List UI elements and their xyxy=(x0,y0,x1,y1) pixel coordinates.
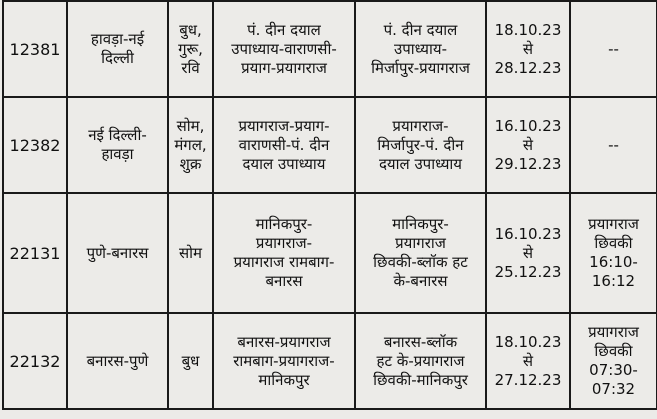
halt-time-cell xyxy=(570,193,657,313)
cell-line: -- xyxy=(608,39,619,58)
cell-line: मानिकपुर- xyxy=(255,215,313,233)
cell-line: सोम, xyxy=(176,116,205,135)
table-row xyxy=(3,313,657,409)
original-route-cell xyxy=(213,1,355,97)
cell-line: प्रयागराज xyxy=(395,234,446,252)
cell-line: से xyxy=(522,39,534,58)
cell-line: बनारस xyxy=(265,272,303,290)
cell-line: 16.10.23 xyxy=(494,116,562,135)
cell-line: पं. दीन दयाल xyxy=(383,20,458,39)
cell-line: -- xyxy=(608,135,619,154)
cell-line: हावड़ा-नई xyxy=(90,30,145,48)
table-row xyxy=(3,1,657,97)
cell-line: बुध, xyxy=(179,20,202,39)
cell-line: मिर्जापुर-पं. दीन xyxy=(377,135,464,154)
cell-line: 28.12.23 xyxy=(494,58,562,77)
cell-line: से xyxy=(522,243,534,262)
cell-line: मानिकपुर- xyxy=(392,215,449,233)
cell-line: प्रयागराज- xyxy=(392,116,449,135)
cell-line: प्रयागराज xyxy=(588,323,639,341)
halt-time-cell xyxy=(570,97,657,193)
cell-line: पुणे-बनारस xyxy=(86,243,149,262)
diverted-route-cell xyxy=(355,1,486,97)
date-range-cell xyxy=(486,193,570,313)
table-row xyxy=(3,193,657,313)
date-range-cell xyxy=(486,313,570,409)
cell-line: छिवकी xyxy=(594,234,633,252)
cell-line: दयाल उपाध्याय xyxy=(378,154,463,173)
cell-line: प्रयागराज-प्रयाग- xyxy=(238,116,330,135)
cell-line: वाराणसी-पं. दीन xyxy=(238,135,330,154)
cell-line: उपाध्याय-वाराणसी- xyxy=(231,39,337,58)
cell-line: छिवकी-मानिकपुर xyxy=(373,370,468,389)
cell-line: गुरू, xyxy=(178,39,203,58)
cell-line: 18.10.23 xyxy=(494,332,562,351)
cell-line: 16:12 xyxy=(591,272,636,290)
date-range-cell xyxy=(486,1,570,97)
cell-line: छिवकी xyxy=(594,342,633,360)
cell-line: 07:30- xyxy=(589,361,638,379)
cell-line: से xyxy=(522,351,534,370)
cell-line: 07:32 xyxy=(591,380,636,398)
cell-line: छिवकी-ब्लॉक हट xyxy=(373,253,468,271)
cell-line: 16:10- xyxy=(589,253,638,271)
cell-line: प्रयागराज xyxy=(588,215,639,233)
cell-line: बनारस-ब्लॉक xyxy=(383,332,458,351)
train-number-cell: 22131 xyxy=(3,193,67,313)
running-days-cell xyxy=(168,1,213,97)
train-name-cell xyxy=(67,1,168,97)
cell-line: बनारस-प्रयागराज xyxy=(237,332,331,351)
date-range-cell xyxy=(486,97,570,193)
cell-line: के-बनारस xyxy=(393,272,448,290)
cell-line: बनारस-पुणे xyxy=(86,351,149,370)
train-number-cell: 12382 xyxy=(3,97,67,193)
diverted-route-cell xyxy=(355,97,486,193)
cell-line: प्रयागराज रामबाग- xyxy=(233,253,335,271)
cell-line: 27.12.23 xyxy=(494,370,562,389)
running-days-cell xyxy=(168,193,213,313)
train-diversion-table xyxy=(2,0,657,410)
cell-line: दयाल उपाध्याय xyxy=(242,154,326,173)
cell-line: 16.10.23 xyxy=(494,224,562,243)
cell-line: हावड़ा xyxy=(101,145,134,163)
running-days-cell xyxy=(168,97,213,193)
cell-line: हट के-प्रयागराज xyxy=(376,351,465,370)
cell-line: रामबाग-प्रयागराज- xyxy=(233,351,335,370)
cell-line: पं. दीन दयाल xyxy=(247,20,321,39)
halt-time-cell xyxy=(570,313,657,409)
train-name-cell xyxy=(67,97,168,193)
train-number-cell: 12381 xyxy=(3,1,67,97)
cell-line: दिल्ली xyxy=(101,49,134,67)
halt-time-cell xyxy=(570,1,657,97)
train-number-cell: 22132 xyxy=(3,313,67,409)
cell-line: मिर्जापुर-प्रयागराज xyxy=(371,58,470,77)
train-name-cell xyxy=(67,313,168,409)
original-route-cell xyxy=(213,193,355,313)
cell-line: से xyxy=(522,135,534,154)
cell-line: मानिकपुर xyxy=(258,370,310,389)
cell-line: नई दिल्ली- xyxy=(88,126,147,144)
running-days-cell xyxy=(168,313,213,409)
train-name-cell xyxy=(67,193,168,313)
cell-line: सोम xyxy=(179,243,202,262)
diverted-route-cell xyxy=(355,193,486,313)
table-row xyxy=(3,97,657,193)
original-route-cell xyxy=(213,313,355,409)
cell-line: 29.12.23 xyxy=(494,154,562,173)
original-route-cell xyxy=(213,97,355,193)
cell-line: उपाध्याय- xyxy=(394,39,447,58)
cell-line: शुक्र xyxy=(179,154,202,173)
diverted-route-cell xyxy=(355,313,486,409)
cell-line: रवि xyxy=(181,58,200,77)
cell-line: 25.12.23 xyxy=(494,262,562,281)
cell-line: मंगल, xyxy=(174,135,207,154)
cell-line: 18.10.23 xyxy=(494,20,562,39)
cell-line: बुध xyxy=(181,351,200,370)
cell-line: प्रयागराज- xyxy=(255,234,313,252)
cell-line: प्रयाग-प्रयागराज xyxy=(241,58,327,77)
